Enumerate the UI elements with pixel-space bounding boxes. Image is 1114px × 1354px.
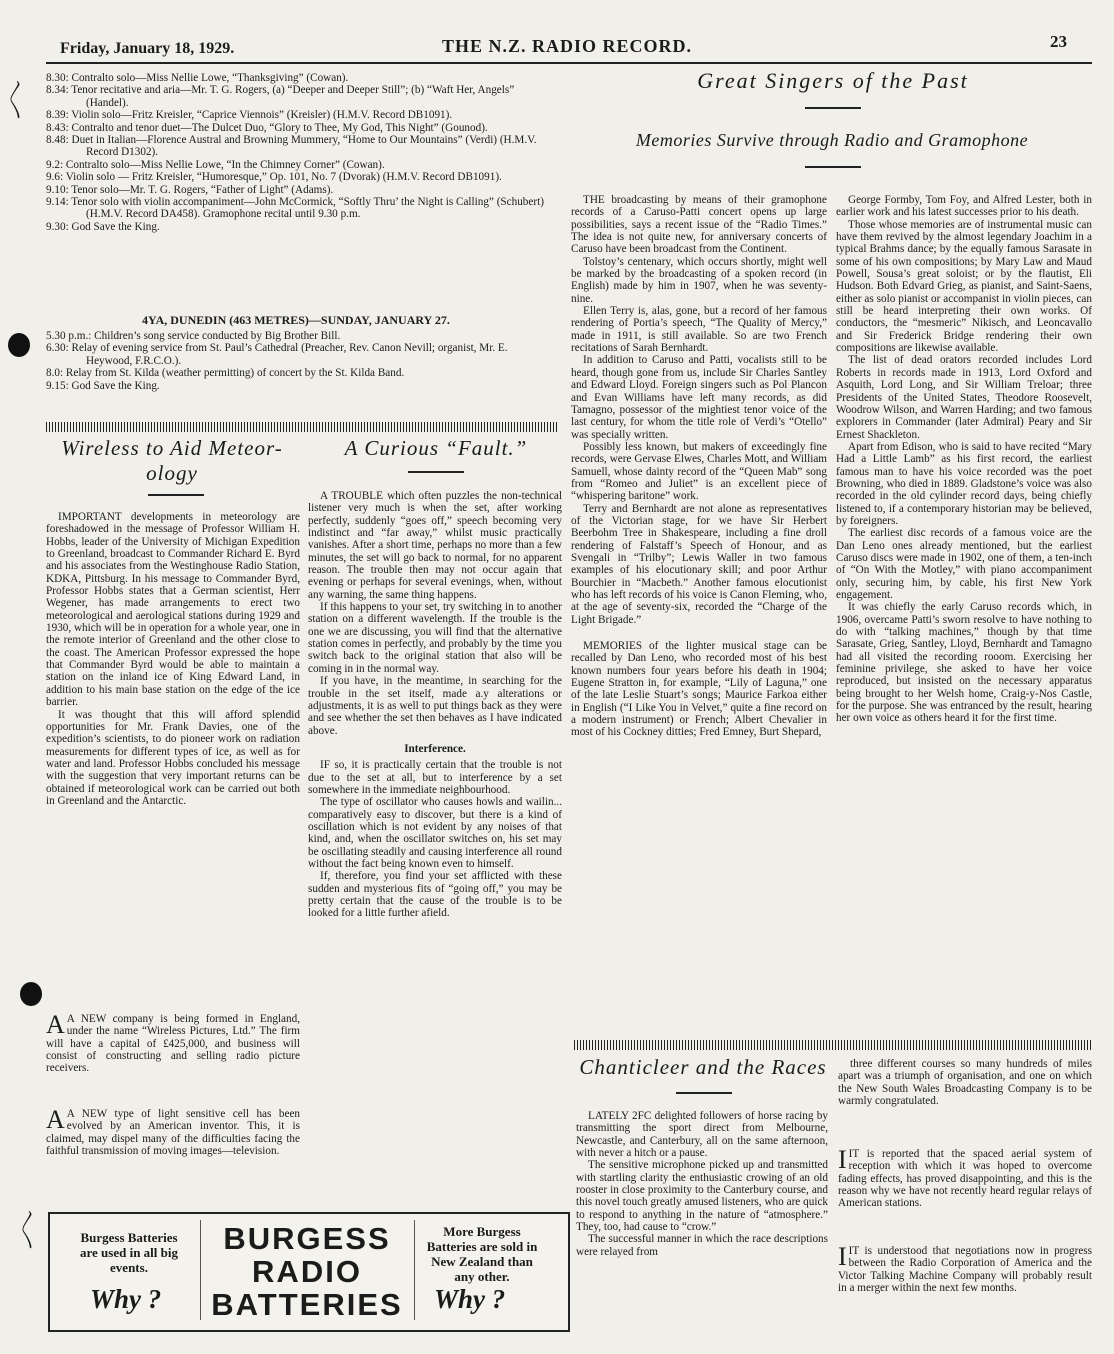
binding-hole: [20, 982, 42, 1006]
programme-item: [46, 380, 554, 392]
title-dash: [148, 494, 204, 496]
programme-item: [46, 221, 554, 233]
programme-time: 8.39:: [46, 109, 72, 122]
programme-time: 9.2:: [46, 158, 66, 171]
news-note-aerial: IIT is reported that the spaced aerial system of reception with which it was hoped to overcome fading effects, has proved disappointing, and this is the reason why we have not recently heard regular relays of American stations.: [838, 1145, 1092, 1210]
section-subhead: Interference.: [404, 742, 466, 755]
paragraph: It was thought that this will afford splendid opportunities for Mr. Frank Davies, one of the expedition’s scientists, to do pioneer work on radiation measurements for different types of ice, as well as for water and land. Professor Hobbs concluded his message with the suggestion that very important returns can be obtained if meteorological work can be carried out both in Greenland and the Antarctic.: [46, 708, 300, 807]
paragraph: It was chiefly the early Caruso records which, in 1906, overcame Patti’s sworn resolve to have nothing to do with “talking machines,” though by that time Sarasate, Grieg, Santley, Lloyd, Bernhardt and Tamagno had all visited the recording rooom. Exercising her feminine privilege, she asked to have her voice reproduced, but insisted on the necessary apparatus being brought to her Welsh home, Craig-y-Nos Castle, for the purpose. She was entranced by the result, hearing her own voice as others heard it for the first time.: [836, 601, 1092, 725]
paragraph: THE broadcasting by means of their gramophone records of a Caruso-Patti concert opens up large possibilities, says a recent issue of the “Radio Times.” The idea is not quite new, for anniversary concerts of Caruso have been broadcast from the Continent.: [571, 194, 827, 256]
binding-hole: [8, 333, 30, 357]
margin-mark: 〱: [18, 1220, 38, 1242]
paragraph: The sensitive microphone picked up and transmitted with startling clarity the enthusiastic crowing of an old rooster in close proximity to the Canterbury course, and this novel touch greatly amused listeners, who are quick to respond to anything in the nature of “atmosphere.” They, too, had cause to “crow.”: [576, 1159, 828, 1234]
singers-column-2: [836, 194, 1092, 725]
programme-text: Tenor solo with violin accompaniment—John McCormick, “Softly Thru’ the Night is Calling” (Schubert) (H.M.V. Record DA458). Gramophone recital until 9.30 p.m.: [71, 196, 544, 221]
programme-text: God Save the King.: [71, 379, 160, 392]
masthead-rule: [46, 62, 1092, 64]
ad-brand-line-1: BURGESS: [223, 1221, 391, 1256]
programme-time: 9.10:: [46, 183, 72, 196]
programme-item: [46, 171, 554, 183]
section-divider-hatch: [574, 1040, 1092, 1050]
programme-list: [46, 72, 554, 233]
programme-time: 9.15:: [46, 379, 72, 392]
news-item-company: A A NEW company is being formed in England, under the name “Wireless Pictures, Ltd.” The firm will have a capital of £425,000, and business will consist of constructing and selling radio picture receivers.: [46, 1010, 300, 1075]
article-title-fault: A Curious “Fault.”: [344, 436, 528, 460]
paragraph: Ellen Terry is, alas, gone, but a record of her famous rendering of Portia’s speech, “The Quality of Mercy,” made in 1911, is still available. So are two French recitations of Sarah Bernhardt.: [571, 305, 827, 355]
title-dash: [805, 107, 861, 109]
programme-item: [46, 72, 554, 84]
programme-item: [46, 196, 554, 221]
paragraph: IMPORTANT developments in meteorology are foreshadowed in the message of Professor William H. Hobbs, leader of the University of Michigan Expedition to Greenland, broadcast to Commander Richard E. Byrd and his associates from the Westinghouse Radio Station, KDKA, Pittsburg. In his message to Commander Byrd, Professor Hobbs states that a German scientist, Herr Wegener, has made arrangements to erect two meteorological and aerological stations during 1929 and 1930, which will be in operation for a whole year, one in the remote interior of Greenland and the other close to the coast. The American Professor expressed the hope that Commander Byrd would be able to maintain a station on the inland ice of King Edward Land, in addition to his main base station on the edge of the ice barrier.: [46, 511, 300, 709]
programme-list-sunday: [46, 330, 554, 392]
paragraph: Possibly less known, but makers of exceedingly fine records, were Gervase Elwes, Charles Mott, and William Samuell, whose dainty record of the “Queen Mab” song from “Romeo and Juliet” is an excellent piece of “whispering baritone” work.: [571, 440, 827, 503]
paragraph: In addition to Caruso and Patti, vocalists still to be heard, though gone from us, include Sir Charles Santley and Edward Lloyd. Foreign singers such as Pol Plancon and Evan Williams have left many records, as did Tamagno, possessor of the mightiest tenor voice of the last century, for whom the title role of Verdi’s “Otello” was specially written.: [571, 354, 827, 441]
paragraph: three different courses so many hundreds of miles apart was a triumph of organisation, and one on which the New South Wales Broadcasting Company is to be warmly congratulated.: [838, 1058, 1092, 1108]
article-title-wireless: [42, 436, 302, 486]
programme-time: 6.30:: [46, 342, 72, 355]
paragraph: LATELY 2FC delighted followers of horse racing by transmitting the sport direct from Melbourne, Newcastle, and Canterbury, all on the same afternoon, with never a hitch or a pause.: [576, 1110, 828, 1160]
programme-item: [46, 134, 554, 159]
programme-text: Tenor solo—Mr. T. G. Rogers, “Father of Light” (Adams).: [71, 183, 334, 196]
burgess-advertisement: [48, 1212, 570, 1332]
programme-time: 9.30:: [46, 220, 72, 233]
programme-time: 5.30 p.m.:: [46, 330, 95, 342]
programme-text: Children’s song service conducted by Big Brother Bill.: [94, 330, 341, 342]
paragraph: The successful manner in which the race descriptions were relayed from: [576, 1233, 828, 1258]
article-subtitle-singers: Memories Survive through Radio and Gramophone: [635, 130, 1029, 150]
news-item-cell: A A NEW type of light sensitive cell has been evolved by an American inventor. This, it is claimed, may dispel many of the difficulties facing the faithful transmission of moving images—television.: [46, 1105, 300, 1158]
paragraph: George Formby, Tom Foy, and Alfred Lester, both in earlier work and his latest successes prior to his death.: [836, 194, 1092, 219]
paragraph: MEMORIES of the lighter musical stage can be recalled by Dan Leno, who recorded most of his best known numbers four years before his death in 1904; Eugene Stratton in, for example, “Lily of Laguna,” one of the late Leslie Stuart’s songs; Maurice Farkoa either in English (“I Like You in Velvet,” quite a fine record on a modern instrument) or French; Albert Chevalier in most of his Cockney ditties; Fred Emney, Burt Shepard,: [571, 640, 827, 739]
programme-item: [46, 342, 554, 367]
title-dash: [408, 471, 464, 473]
title-line-2: ology: [146, 461, 198, 485]
programme-item: [46, 109, 554, 121]
news-note-merger: IIT is understood that negotiations now in progress between the Radio Corporation of America and the Victor Talking Machine Company will probably result in a merger within the next few months.: [838, 1242, 1092, 1295]
wireless-article-body: [46, 511, 300, 807]
ad-left-text: Burgess Batteries are used in all big events.: [79, 1230, 178, 1275]
news-note-aerial-text: IT is reported that the spaced aerial system of reception with which it was hoped to overcome fading effects, has proved disappointing, and this is the reason why we have not recently heard regular relays of American stations.: [838, 1148, 1092, 1210]
programme-text: Violin solo — Fritz Kreisler, “Humoresque,” Op. 101, No. 7 (Dvorak) (H.M.V. Record DB1091).: [65, 171, 502, 184]
paragraph: If this happens to your set, try switching in to another station on a different wavelength. If the trouble is the one we are discussing, you will find that the alternative station comes in perfectly, and probably by the time you switch back to the original station that also will be coming in in the normal way.: [308, 601, 562, 675]
column-divider-hatch: [46, 422, 558, 432]
ad-divider: [414, 1220, 415, 1320]
article-title-singers: Great Singers of the Past: [697, 68, 969, 93]
programme-text: Contralto solo—Miss Nellie Lowe, “Thanksgiving” (Cowan).: [71, 72, 349, 84]
programme-item: [46, 159, 554, 171]
ad-left-why: Why ?: [90, 1284, 162, 1314]
fault-article-body: [308, 490, 562, 920]
ad-right-text: More Burgess Batteries are sold in New Zealand than any other.: [426, 1224, 538, 1284]
programme-text: Relay of evening service from St. Paul’s Cathedral (Preacher, Rev. Canon Nevill; organist, Mr. E. Heywood, F.R.C.O.).: [71, 342, 508, 367]
ad-right-why: Why ?: [434, 1284, 506, 1314]
programme-time: 8.43:: [46, 121, 72, 134]
programme-text: Relay from St. Kilda (weather permitting) of concert by the St. Kilda Band.: [65, 367, 405, 380]
paragraph: The list of dead orators recorded includes Lord Roberts in records made in 1913, Lord Oxford and Asquith, Lord Long, and Sir William Treloar; three Presidents of the United States, Theodore Roosevelt, Woodrow Wilson, and Warren Harding; and two famous explorers in Commander (later Admiral) Peary and Sir Ernest Shackleton.: [836, 354, 1092, 441]
programme-text: God Save the King.: [71, 220, 160, 233]
programme-time: 8.30:: [46, 72, 72, 84]
programme-time: 8.48:: [46, 134, 72, 147]
programme-text: Contralto solo—Miss Nellie Lowe, “In the Chimney Corner” (Cowan).: [65, 158, 385, 171]
programme-text: Duet in Italian—Florence Austral and Browning Mummery, “Home to Our Mountains” (Verdi) (H.M.V. Record D1302).: [71, 134, 537, 159]
paragraph: If you have, in the meantime, in searching for the trouble in the set itself, made a.y alterations or adjustments, it is as well to put things back as they were and see whether the set then behaves as I have indicated above.: [308, 675, 562, 737]
ad-divider: [200, 1220, 201, 1320]
programme-item: [46, 367, 554, 379]
station-heading: 4YA, DUNEDIN (463 METRES)—SUNDAY, JANUARY 27.: [142, 313, 450, 327]
paragraph: Terry and Bernhardt are not alone as representatives of the Victorian stage, for we have Sir Herbert Beerbohm Tree in Shakespeare, including a fine droll rendering of Falstaff’s Speech of Honour, and as Svengali in “Trilby”; Lewis Waller in two famous examples of his elocutionary skill; and poor Arthur Bourchier in “Macbeth.” Another famous elocutionist who has left records of his voice is Canon Fleming, who, at the age of seventy-six, recorded the “Charge of the Light Brigade.”: [571, 502, 827, 626]
margin-mark: 〱: [6, 90, 26, 112]
programme-text: Violin solo—Fritz Kreisler, “Caprice Viennois” (Kreisler) (H.M.V. Record DB1091).: [71, 109, 453, 122]
programme-time: 9.14:: [46, 196, 72, 209]
news-item-cell-text: A NEW type of light sensitive cell has been evolved by an American inventor. This, it is claimed, may dispel many of the difficulties facing the faithful transmission of moving images—television.: [46, 1108, 300, 1158]
news-item-company-text: A NEW company is being formed in England, under the name “Wireless Pictures, Ltd.” The firm will have a capital of £425,000, and business will consist of constructing and selling radio picture receivers.: [46, 1013, 300, 1075]
title-line-1: Wireless to Aid Meteor-: [61, 436, 283, 460]
publication-name: THE N.Z. RADIO RECORD.: [442, 36, 693, 56]
programme-text: Contralto and tenor duet—The Dulcet Duo, “Glory to Thee, My God, This Night” (Gounod).: [71, 121, 488, 134]
title-dash: [805, 166, 861, 168]
article-title-chanticleer: Chanticleer and the Races: [579, 1055, 827, 1079]
programme-time: 8.34:: [46, 84, 72, 97]
programme-time: 9.6:: [46, 171, 66, 184]
title-dash: [676, 1092, 732, 1094]
programme-item: [46, 84, 554, 109]
paragraph: Those whose memories are of instrumental music can have them revived by the almost legendary Joachim in a typical Brahms dance; by the equally famous Sarasate in some of his own compositions; by Mary Law and Maud Powell, Sousa’s great soloist; or by the flautist, Eli Hudson. Both Edvard Grieg, as pianist, and Saint-Saens, either as solo pianist or accompanist in violin pieces, can still be heard interpreting their own works. Of conductors, the “mesmeric” Nikisch, and Leoncavallo and Sir Frederick Bridge rendering their own compositions are likewise available.: [836, 218, 1092, 355]
programme-item: [46, 122, 554, 134]
ad-brand-line-2: RADIO: [252, 1254, 362, 1289]
paragraph: If, therefore, you find your set afflicted with these sudden and mysterious fits of “going off,” you may be pretty certain that the cause of the trouble is to be looked for a little further afield.: [308, 870, 562, 920]
page-date: Friday, January 18, 1929.: [60, 40, 235, 57]
chanticleer-column-2: [838, 1058, 1092, 1107]
paragraph: Tolstoy’s centenary, which occurs shortly, might well be marked by the broadcasting of a spoken record (in English) made by him in 1907, when he was seventy-nine.: [571, 255, 827, 305]
chanticleer-column-1: [576, 1110, 828, 1258]
paragraph: The earliest disc records of a famous voice are the Dan Leno ones already mentioned, but the earliest Caruso discs were made in 1902, one of them, a ten-inch of “On With the Motley,” with piano accompaniment only, securing him, by cable, his first New York engagement.: [836, 527, 1092, 601]
programme-text: Tenor recitative and aria—Mr. T. G. Rogers, (a) “Deeper and Deeper Still”; (b) “Waft Her, Angels” (Handel).: [71, 84, 515, 109]
programme-item: [46, 330, 554, 342]
paragraph: The type of oscillator who causes howls and wailin... comparatively easy to discover, but there is a kind of oscillation which is not evident by any noises of that kind, and, when the oscillator switches on, his set may be oscillating steadily and causing interference all round without the fact being known even to himself.: [308, 796, 562, 870]
news-note-merger-text: IT is understood that negotiations now in progress between the Radio Corporation of America and the Victor Talking Machine Company will probably result in a merger within the next few months.: [838, 1245, 1092, 1295]
programme-time: 8.0:: [46, 367, 66, 380]
paragraph: Apart from Edison, who is said to have recited “Mary Had a Little Lamb” as his first record, the earliest famous man to have his voice recorded was the poet Browning, who died in 1889. Gladstone’s voice was also recorded in the old cylinder record days, being chiefly listened to, if a contemporary historian may be believed, by foreigners.: [836, 440, 1092, 527]
programme-item: [46, 184, 554, 196]
paragraph: IF so, it is practically certain that the trouble is not due to the set at all, but to interference by a set somewhere in the immediate neighbourhood.: [308, 759, 562, 796]
page-number: 23: [1050, 32, 1067, 51]
singers-column-1: [571, 194, 827, 739]
paragraph: A TROUBLE which often puzzles the non-technical listener very much is when the set, after working perfectly, suddenly “goes off,” speech becoming very indistinct and “far away,” whilst music practically vanishes. After a short time, perhaps no more than a few minutes, the set will go back to normal, for no apparent reason. The trouble then may not occur again that evening or perhaps for several evenings, when, without any warning, the same thing happens.: [308, 490, 562, 601]
ad-brand-line-3: BATTERIES: [211, 1287, 403, 1322]
